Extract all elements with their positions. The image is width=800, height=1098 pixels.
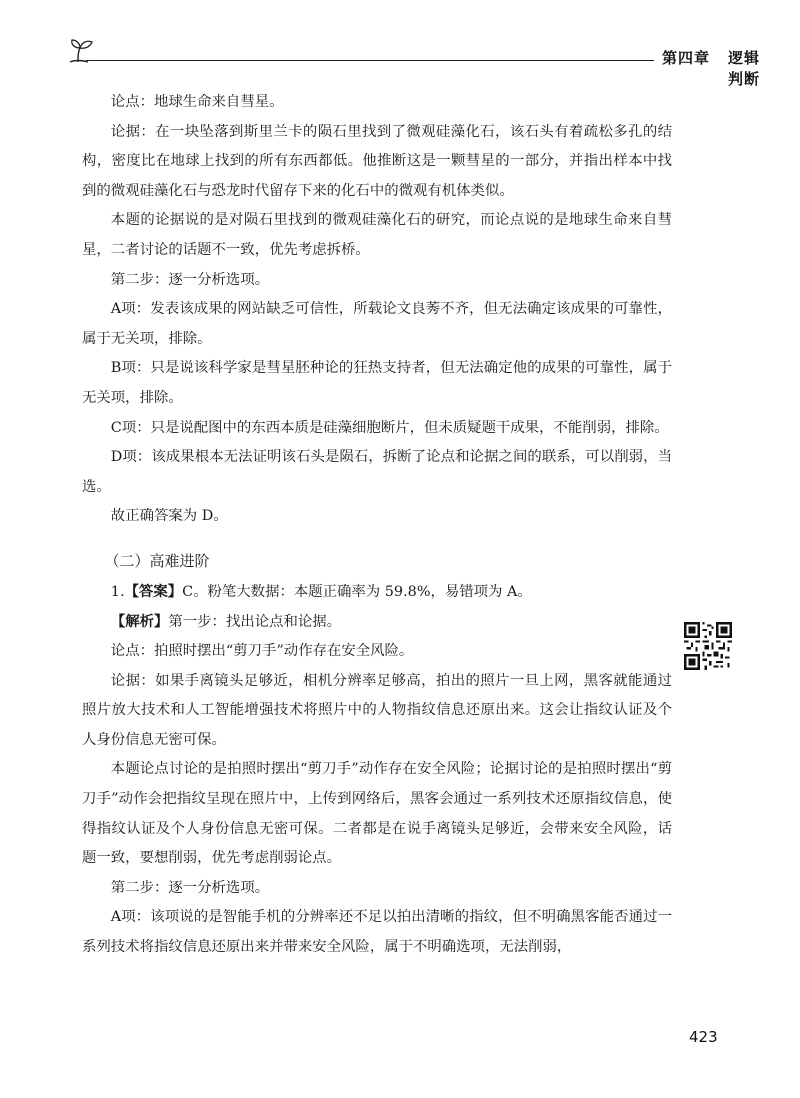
paragraph: 论据：如果手离镜头足够近，相机分辨率足够高，拍出的照片一旦上网，黑客就能通过照片放大技术和人工智能增强技术将照片中的人物指纹信息还原出来。这会让指纹认证及个人身份信息无密可保。 (82, 672, 672, 748)
section-heading: （二）高难进阶 (104, 551, 210, 570)
paragraph: 论据：在一块坠落到斯里兰卡的陨石里找到了微观硅藻化石，该石头有着疏松多孔的结构，密度比在地球上找到的所有东西都低。他推断这是一颗彗星的一部分，并指出样本中找到的微观硅藻化石与恐龙时代留存下来的化石中的微观有机体类似。 (82, 123, 672, 199)
qr-code-icon[interactable] (684, 622, 732, 670)
chapter-label: 第四章 (662, 49, 711, 67)
paragraph: 第二步：逐一分析选项。 (110, 271, 270, 288)
analysis-text: 第一步：找出论点和论据。 (168, 613, 342, 630)
paragraph: 故正确答案为 D。 (110, 508, 228, 525)
paragraph: A项：发表该成果的网站缺乏可信性，所载论文良莠不齐，但无法确定该成果的可靠性，属于无关项，排除。 (82, 301, 672, 347)
paragraph: A项：该项说的是智能手机的分辨率还不足以拍出清晰的指纹，但不明确黑客能否通过一系列技术将指纹信息还原出来并带来安全风险，属于不明确选项，无法削弱， (82, 909, 672, 956)
answer-line (82, 578, 672, 608)
chapter-title: 逻辑判断 (728, 49, 761, 88)
paragraph: 本题的论据说的是对陨石里找到的微观硅藻化石的研究，而论点说的是地球生命来自彗星，二者讨论的话题不一致，优先考虑拆桥。 (82, 212, 672, 258)
page-content (82, 88, 672, 963)
page-number: 423 (689, 1028, 718, 1046)
paragraph: 论点：地球生命来自彗星。 (110, 94, 284, 110)
paragraph: 论点：拍照时摆出“剪刀手”动作存在安全风险。 (110, 643, 414, 660)
header-rule-left (86, 60, 654, 61)
paragraph: 本题论点讨论的是拍照时摆出“剪刀手”动作存在安全风险；论据讨论的是拍照时摆出“剪刀手”动作会把指纹呈现在照片中，上传到网络后，黑客会通过一系列技术还原指纹信息，使得指纹认证及个人身份信息无密可保。二者都是在说手离镜头足够近，会带来安全风险，话题一致，要想削弱，优先考虑削弱论点。 (82, 761, 672, 867)
paragraph: B项：只是说该科学家是彗星胚种论的狂热支持者，但无法确定他的成果的可靠性，属于无关项，排除。 (82, 360, 672, 406)
page-header (68, 36, 768, 88)
paragraph: D项：该成果根本无法证明该石头是陨石，拆断了论点和论据之间的联系，可以削弱，当选。 (82, 449, 672, 495)
paragraph: 第二步：逐一分析选项。 (110, 879, 270, 896)
analysis-line (82, 608, 672, 638)
answer-text: C。粉笔大数据：本题正确率为 59.8%，易错项为 A。 (182, 583, 532, 600)
answer-label: 【答案】 (124, 583, 183, 600)
answer-number: 1. (110, 583, 125, 600)
paragraph: C项：只是说配图中的东西本质是硅藻细胞断片，但未质疑题干成果，不能削弱，排除。 (110, 419, 669, 436)
analysis-label: 【解析】 (110, 613, 169, 630)
sprout-icon (68, 36, 96, 66)
